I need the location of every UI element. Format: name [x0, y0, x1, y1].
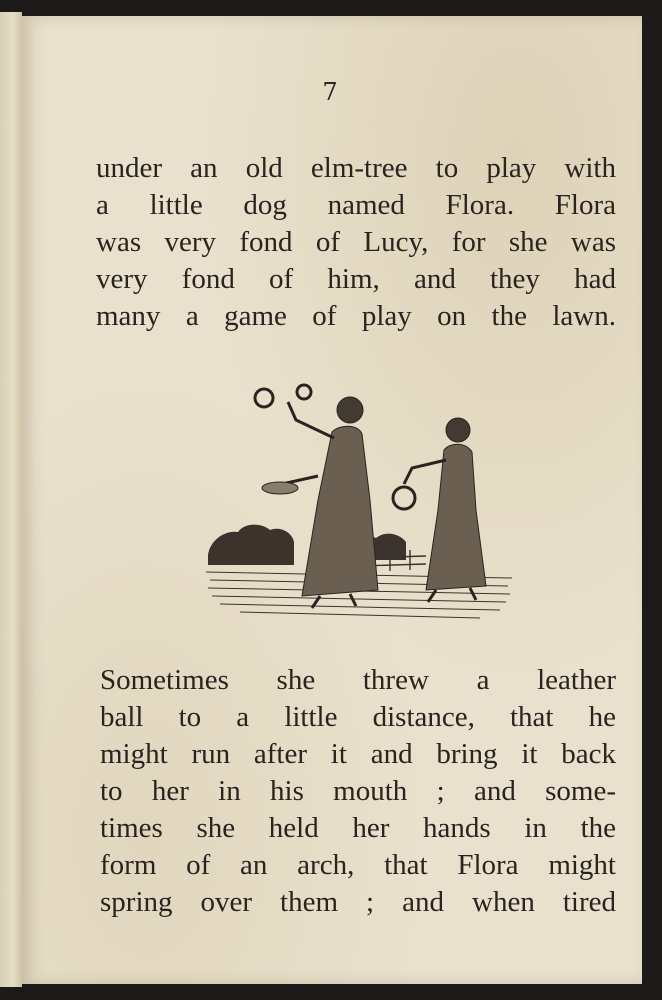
page-number: 7: [322, 78, 338, 106]
text-line: very fond of him, and they had: [96, 263, 616, 295]
text-line: was very fond of Lucy, for she was: [96, 226, 616, 258]
text-line: ball to a little distance, that he: [100, 701, 616, 733]
text-line: might run after it and bring it back: [100, 738, 616, 770]
text-line: to her in his mouth ; and some-: [100, 775, 616, 807]
girl-with-ring: [393, 418, 486, 602]
paragraph-top: [96, 150, 616, 335]
text-line: a little dog named Flora. Flora: [96, 189, 616, 221]
text-line: spring over them ; and when tired: [100, 886, 616, 918]
text-line: many a game of play on the lawn.: [96, 300, 616, 332]
text-line: form of an arch, that Flora might: [100, 849, 616, 881]
trees-left: [208, 525, 294, 565]
paragraph-bottom: [100, 662, 616, 921]
text-line: under an old elm-tree to play with: [96, 152, 616, 184]
left-page-edge: [0, 12, 22, 987]
juggling-rings: [255, 385, 311, 407]
text-line: Sometimes she threw a leather: [100, 664, 616, 696]
girl-juggling: [262, 397, 378, 608]
woodcut-illustration: [200, 380, 520, 630]
text-line: times she held her hands in the: [100, 812, 616, 844]
